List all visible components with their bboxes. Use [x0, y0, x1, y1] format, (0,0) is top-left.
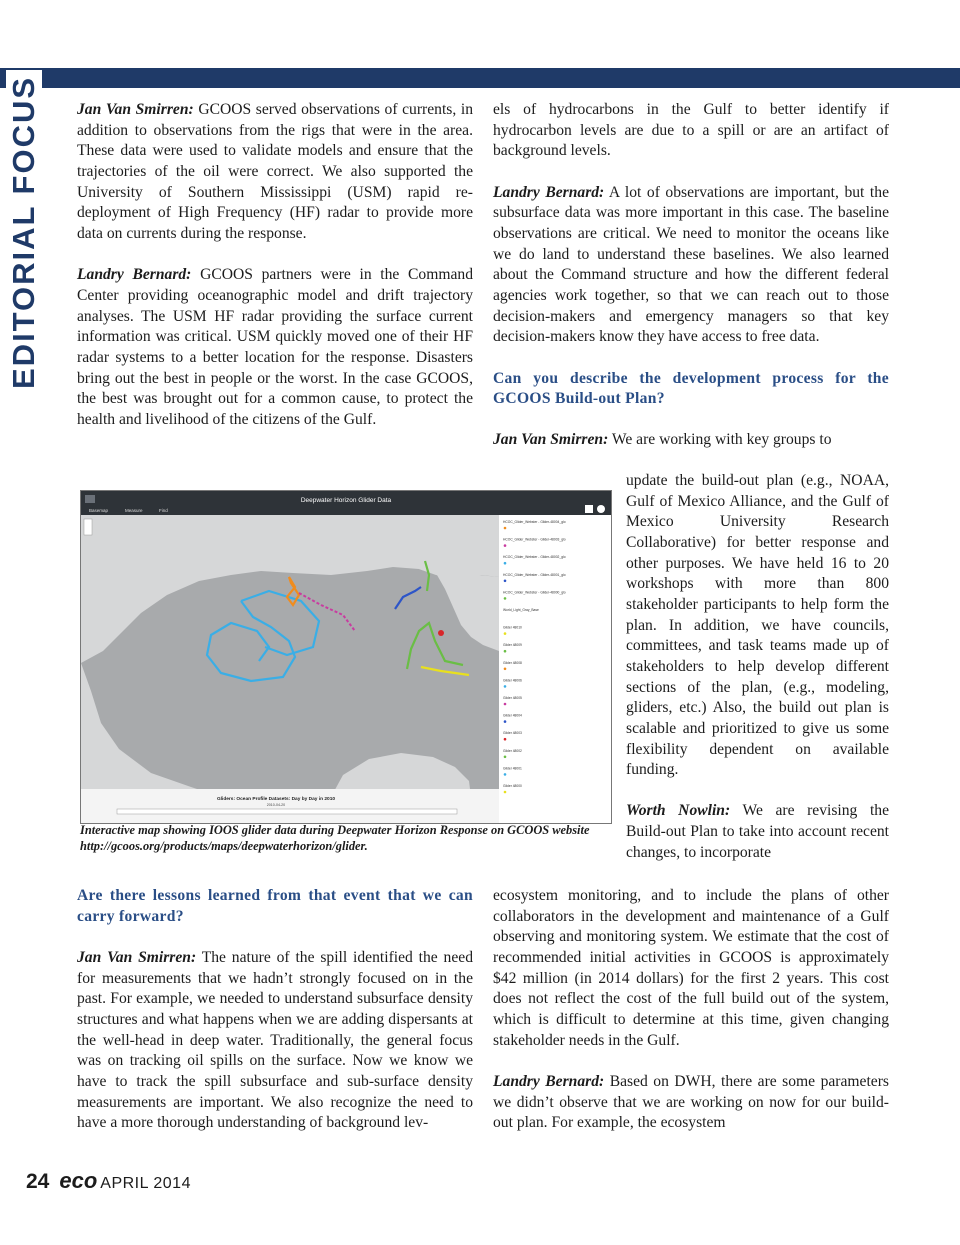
measure-button[interactable]: Measure — [125, 508, 143, 513]
magazine-name: eco — [59, 1168, 98, 1193]
legend-swatch — [504, 580, 507, 583]
question-heading: Can you describe the development process for the GCOOS Build-out Plan? — [493, 369, 889, 408]
find-button[interactable]: Find — [159, 508, 168, 513]
paragraph-text: A lot of observations are important, but the subsurface data was more important in this case. The baseline observations are critical. We need to monitor the oceans like we do land to understand these baselines. We also learned about the Command structure and how the different federal agencies work together, so that we can reach out to those decision-makers and emergency managers so that key decision-makers know they have access to free data. — [493, 183, 889, 346]
paragraph — [493, 100, 889, 162]
paragraph — [493, 1072, 889, 1134]
paragraph — [626, 801, 889, 863]
legend-swatch — [504, 685, 507, 688]
timeline-label: Gliders: Ocean Profile Datasets: Day by Day in 2010 — [216, 797, 336, 802]
paragraph-text: GCOOS partners were in the Command Center providing oceanographic model and drift trajectory analyses. The USM HF radar providing the surface current information was critical. USM quickly moved one of their HF radar systems to a better location for the response. Disasters bring out the best in people or the worst. In the case GCOOS, the best was brought out for a common cause, to protect the health and livelihood of the citizens of the Gulf. — [77, 266, 473, 428]
legend-entry[interactable]: HCOC_Glider_Webster - Glider-48002_glo — [503, 555, 566, 560]
paragraph-text: Based on DWH, there are some parameters we didn’t observe that we are working on now for our build-out plan. For example, the ecosystem — [493, 1072, 889, 1132]
page-number: 24 — [26, 1170, 50, 1193]
map-title: Deepwater Horizon Glider Data — [300, 497, 392, 504]
speaker-name: Landry Bernard: — [77, 266, 192, 284]
glider-map-figure — [80, 490, 612, 824]
legend-entry[interactable]: HCOC_Glider_Webster - Glider-48003_glo — [503, 537, 566, 542]
app-logo — [85, 495, 95, 503]
paragraph — [77, 100, 473, 245]
legend-swatch — [504, 756, 507, 759]
paragraph-text: update the build-out plan (e.g., NOAA, Gulf of Mexico Alliance, and the Gulf of Mexico University Research Collaborative) for better response and other purposes. We have held 16 to 20 workshops with more than 800 stakeholder participants to help form the plan. In addition, we have councils, committees, and task teams made up of stakeholders to help develop different sections of the plan, (e.g., modeling, gliders, etc.) Also, the build out plan is scalable and prioritized to give us some flexibility dependent on available funding. — [626, 472, 889, 779]
right-column-bottom — [493, 886, 889, 1155]
paragraph-text: We are working with key groups to — [608, 431, 832, 449]
legend-swatch — [504, 650, 507, 653]
legend-swatch — [504, 544, 507, 547]
legend-swatch — [504, 738, 507, 741]
issue-date: APRIL 2014 — [100, 1175, 191, 1192]
speaker-name: Landry Bernard: — [493, 1072, 605, 1090]
timeline-panel — [81, 789, 499, 823]
left-column-bottom — [77, 886, 473, 1155]
legend-swatch — [504, 791, 507, 794]
legend-swatch — [504, 632, 507, 635]
left-column-top — [77, 100, 473, 451]
paragraph — [77, 265, 473, 430]
edit-icon[interactable] — [585, 505, 593, 513]
speaker-name: Jan Van Smirren: — [77, 101, 194, 118]
paragraph-text: The nature of the spill identified the need for measurements that we hadn’t strongly focused on in the past. For example, we needed to understand subsurface density structures and what happens when we are adding dispersants at the well-head in deep water. Traditionally, the general focus was on tracking oil spills on the surface. Now we know we have to track the spill subsurface and sub-surface density measurements are important. We also recognize the need to have a more thorough understanding of background lev- — [77, 948, 473, 1132]
legend-entry[interactable]: Glider 48009 — [503, 643, 522, 648]
header-bar — [0, 68, 960, 88]
paragraph — [493, 430, 889, 451]
footer — [26, 1168, 191, 1194]
legend-entry[interactable]: Glider 48006 — [503, 678, 522, 683]
legend-swatch — [504, 773, 507, 776]
paragraph-text: We are revising the Build-out Plan to take into account recent changes, to incorporate — [626, 802, 889, 861]
legend-entry[interactable]: Glider 48005 — [503, 696, 522, 700]
info-icon[interactable] — [597, 505, 605, 513]
zoom-controls[interactable] — [84, 519, 92, 535]
legend-swatch — [504, 668, 507, 671]
speaker-name: Worth Nowlin: — [626, 802, 731, 820]
legend-swatch — [504, 562, 507, 565]
legend-entry[interactable]: Glider 48001 — [503, 766, 522, 771]
paragraph — [493, 886, 889, 1051]
speaker-name: Jan Van Smirren: — [493, 431, 609, 449]
paragraph — [626, 471, 889, 781]
figure-caption: Interactive map showing IOOS glider data during Deepwater Horizon Response on GCOOS website http://gcoos.org/products/maps/deepwaterhorizon/glider. — [80, 823, 590, 853]
wrap-column — [626, 471, 889, 863]
paragraph — [77, 948, 473, 1134]
legend-swatch — [504, 597, 507, 600]
legend-entry[interactable]: Glider 48002 — [503, 748, 522, 753]
legend-swatch — [504, 527, 507, 530]
speaker-name: Landry Bernard: — [493, 183, 605, 201]
legend-swatch — [504, 703, 507, 706]
legend-entry[interactable]: HCOC_Glider_Webster - Glider-48000_glo — [503, 590, 566, 595]
paragraph — [493, 183, 889, 348]
legend-panel — [499, 515, 611, 823]
speaker-name: Jan Van Smirren: — [77, 948, 197, 966]
paragraph-text: els of hydrocarbons in the Gulf to better identify if hydrocarbon levels are due to a spill or are an artifact of background levels. — [493, 101, 889, 160]
legend-entry[interactable]: Glider 48008 — [503, 660, 522, 665]
basemap-button[interactable]: Basemap — [89, 508, 109, 513]
paragraph-text: GCOOS served observations of currents, in addition to observations from the rigs that were in the area. These data were used to validate models and ensure that the trajectories of the oil were correct. We also supported the University of Southern Mississippi (USM) rapid re-deployment of High Frequency (HF) radar to provide more data on currents during the response. — [77, 101, 473, 242]
well-site-marker — [438, 630, 444, 636]
legend-entry[interactable]: Glider 48010 — [503, 625, 522, 630]
timeline-slider[interactable] — [117, 809, 457, 814]
legend-entry[interactable]: Glider 48000 — [503, 784, 522, 788]
question-heading: Are there lessons learned from that event that we can carry forward? — [77, 887, 473, 925]
timeline-date: 2010-04-20 — [266, 803, 286, 807]
legend-entry[interactable]: HCOC_Glider_Webster - Glider-48004_glo — [503, 520, 566, 524]
legend-entry[interactable]: Glider 48004 — [503, 713, 522, 718]
paragraph-text: ecosystem monitoring, and to include the plans of other collaborators in the development and maintenance of a Gulf observing and monitoring system. We estimate that the cost of recommended initial activities in GCOOS is approximately $42 million (in 2014 dollars) for the first 2 years. This cost does not reflect the cost of the full build out of the system, which is difficult to determine at this time, given changing stakeholder needs in the Gulf. — [493, 887, 889, 1049]
legend-swatch — [504, 720, 507, 723]
section-label: EDITORIAL FOCUS — [6, 70, 42, 395]
legend-entry[interactable]: World_Light_Gray_Base — [503, 608, 539, 612]
legend-entry[interactable]: Glider 48003 — [503, 731, 522, 736]
right-column-top — [493, 100, 889, 451]
legend-entry[interactable]: HCOC_Glider_Webster - Glider-48001_glo — [503, 572, 566, 577]
